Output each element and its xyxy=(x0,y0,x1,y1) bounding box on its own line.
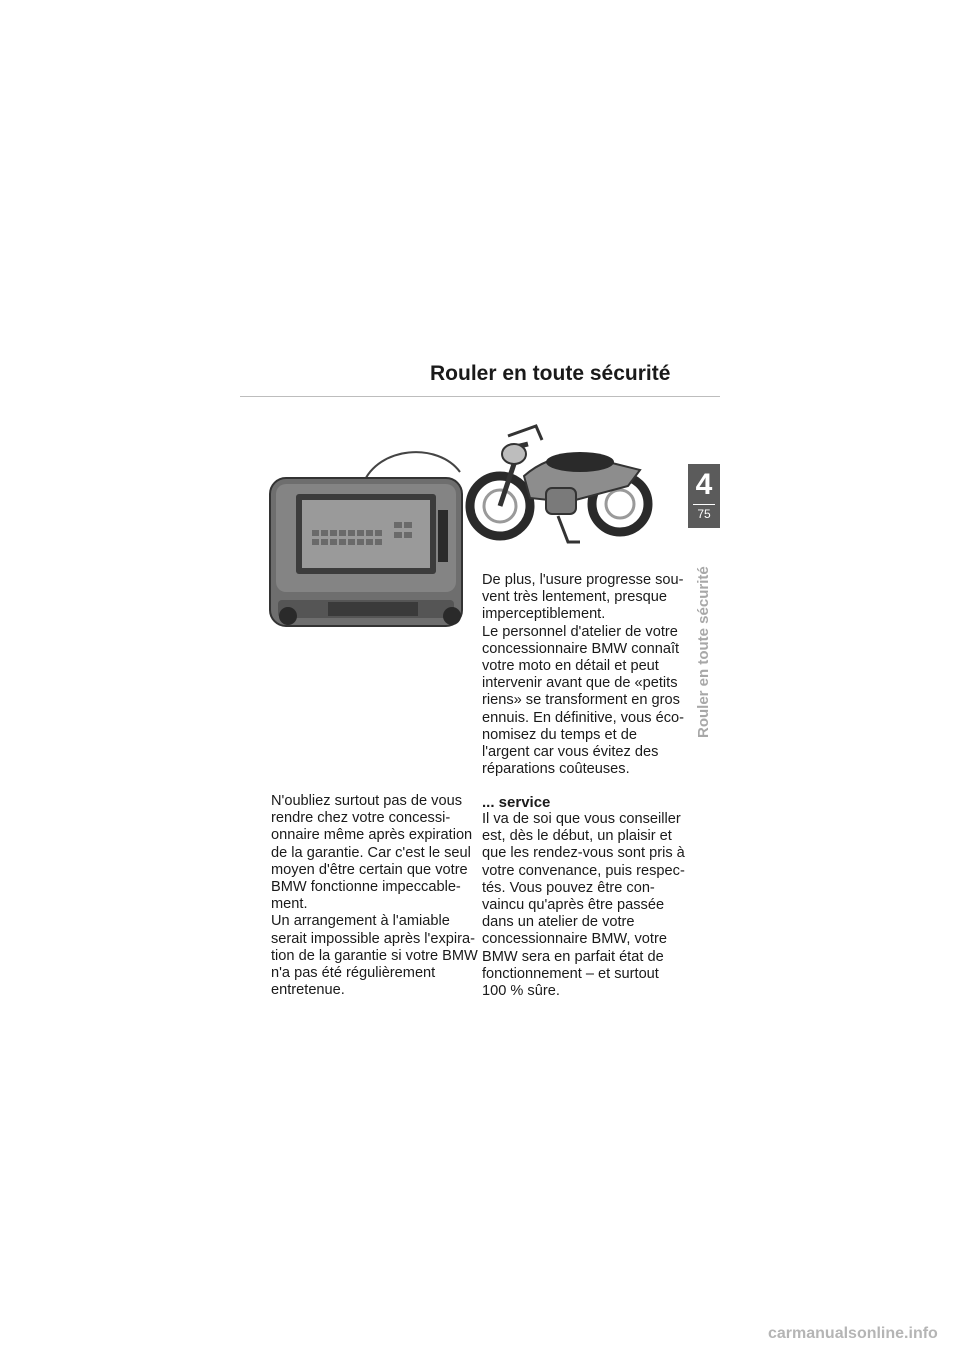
column1-paragraph: N'oubliez surtout pas de vous rendre chez votre concessi- onnaire même après expiration de la garantie. Car c'est le seul moyen d'être certain que votre BMW fonctionne impeccable- ment. Un arrangement à l'amiable serait impossible après l'expira- tion de la garantie si votre BMW n'a pas été régulièrement entretenue. xyxy=(271,793,478,999)
column2-paragraph-bottom: Il va de soi que vous conseiller est, dès le début, un plaisir et que les rendez-vous sont pris à votre convenance, puis respec- tés. Vous pouvez être con- vaincu qu'après être passée dans un atelier de votre concessionnaire BMW, votre BMW sera en parfait état de fonctionnement – et surtout 100 % sûre. xyxy=(482,811,685,1000)
chapter-tab xyxy=(688,464,720,528)
column2-heading-service: ... service xyxy=(482,794,551,811)
side-title-wrap xyxy=(689,548,719,738)
motorcycle-icon xyxy=(470,426,648,542)
header-rule xyxy=(240,396,720,397)
chapter-divider xyxy=(693,504,715,505)
chapter-number: 4 xyxy=(695,468,713,501)
page-number: 75 xyxy=(697,507,711,521)
page-header-title: Rouler en toute sécurité xyxy=(430,362,671,385)
column2-paragraph-top: De plus, l'usure progresse sou- vent très lentement, presque imperceptiblement. Le personnel d'atelier de votre concessionnaire BMW connaît votre moto en détail et peut intervenir avant que de «petits riens» se transforment en gros ennuis. En définitive, vous éco- nomisez du temps et de l'argent car vous évitez des réparations coûteuses. xyxy=(482,572,684,778)
side-title: Rouler en toute sécurité xyxy=(695,566,712,738)
diagnostic-tester-icon xyxy=(270,478,462,626)
footer-watermark: carmanualsonline.info xyxy=(768,1325,938,1342)
